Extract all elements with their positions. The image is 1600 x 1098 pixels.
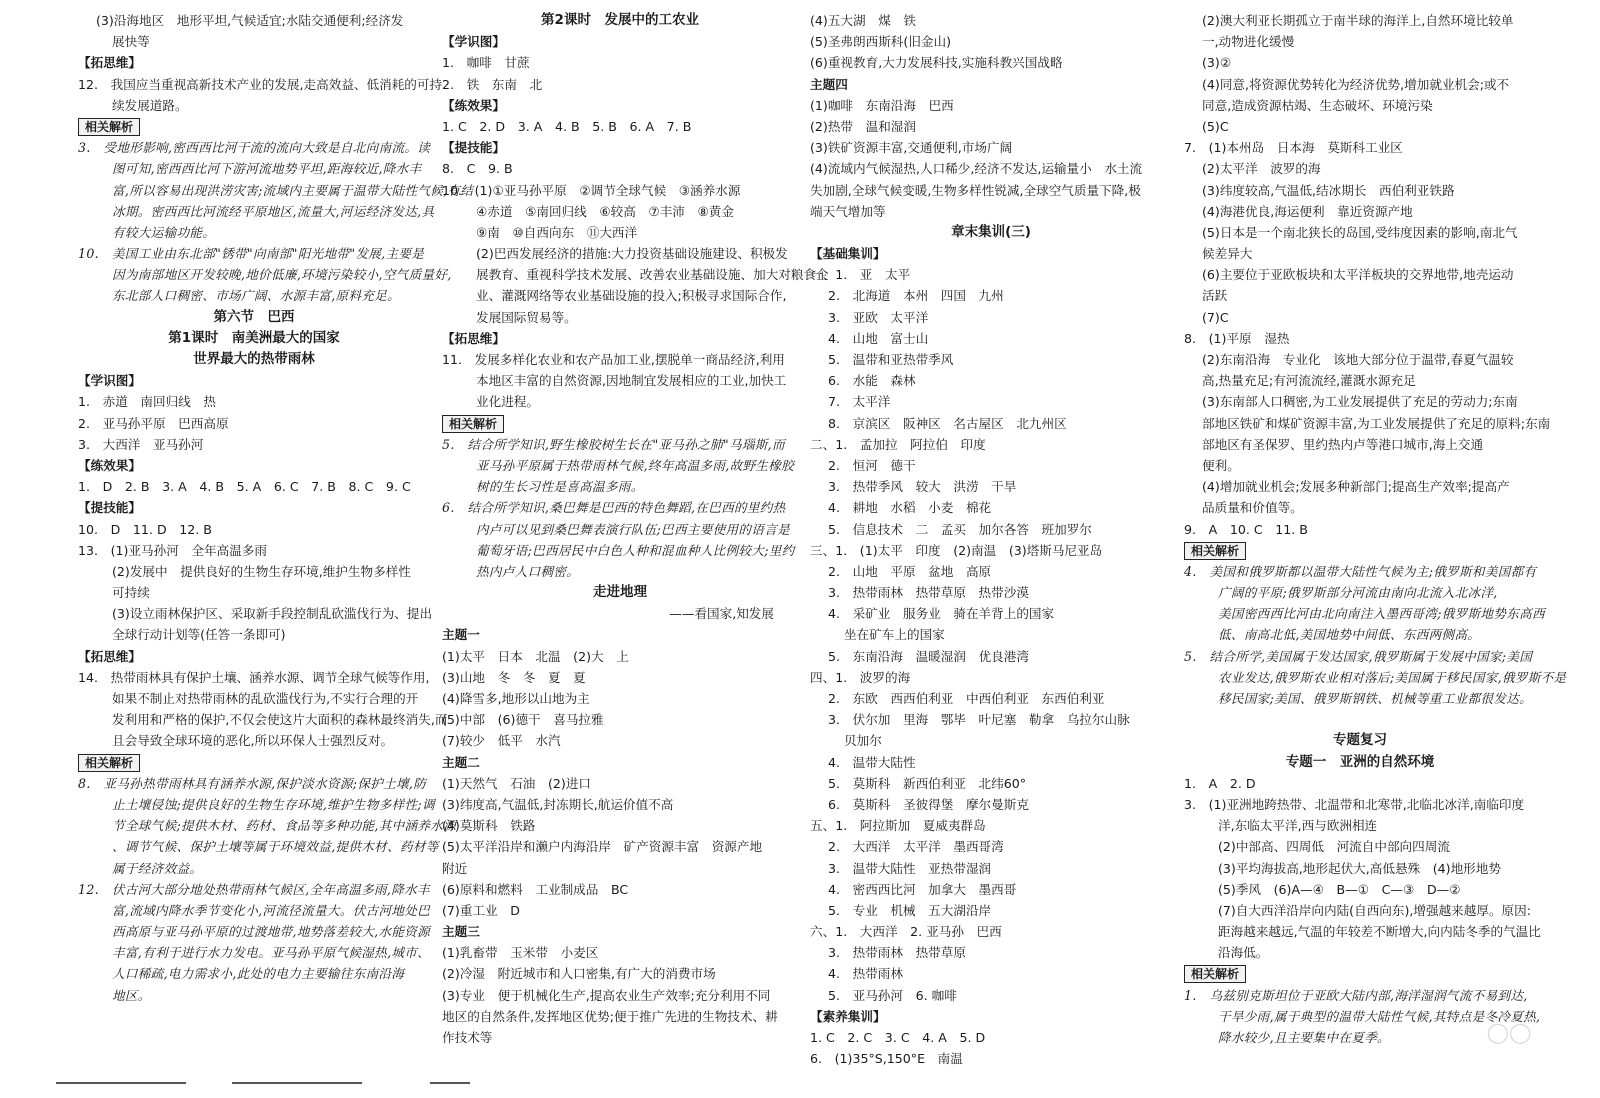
text-line: 2. 北海道 本州 四国 九州 bbox=[828, 288, 1004, 304]
section-tag: 【拓思维】 bbox=[442, 330, 505, 346]
analysis-line: 热内卢人口稠密。 bbox=[476, 563, 580, 579]
section-tag: 主题三 bbox=[442, 924, 480, 940]
text-line: 续发展道路。 bbox=[112, 97, 188, 113]
text-line: 1. D 2. B 3. A 4. B 5. A 6. C 7. B 8. C 9. C bbox=[78, 479, 411, 495]
text-line: 展快等 bbox=[112, 34, 150, 50]
text-line: (5)C bbox=[1202, 118, 1229, 134]
section-tag: 【练效果】 bbox=[78, 457, 141, 473]
text-line: (7)较少 低平 水汽 bbox=[442, 733, 561, 749]
section-heading: 第六节 巴西 bbox=[213, 308, 295, 325]
analysis-line: 葡萄牙语;巴西居民中白色人种和混血种人比例较大;里约 bbox=[476, 542, 795, 558]
analysis-line: 降水较少,且主要集中在夏季。 bbox=[1218, 1030, 1390, 1045]
related-analysis-label: 相关解析 bbox=[1184, 542, 1246, 560]
text-line: 2. 恒河 德干 bbox=[828, 457, 916, 473]
text-line: (3)专业 便于机械化生产,提高农业生产效率;充分利用不同 bbox=[442, 987, 771, 1003]
analysis-line: 广阔的平原;俄罗斯部分河流由南向北流入北冰洋, bbox=[1218, 585, 1498, 601]
text-line: (3)沿海地区 地形平坦,气候适宜;水陆交通便利;经济发 bbox=[96, 13, 404, 28]
text-line: 3. 伏尔加 里海 鄂毕 叶尼塞 勒拿 乌拉尔山脉 bbox=[828, 712, 1130, 728]
text-line: 5. 东南沿海 温暖湿润 优良港湾 bbox=[828, 648, 1029, 664]
text-line: 1. C 2. C 3. C 4. A 5. D bbox=[810, 1030, 986, 1045]
text-line: (4)降雪多,地形以山地为主 bbox=[442, 691, 590, 706]
text-line: (2)太平洋 波罗的海 bbox=[1202, 161, 1321, 177]
column-4 bbox=[1178, 10, 1567, 1098]
related-analysis-label: 相关解析 bbox=[442, 415, 504, 433]
text-line: 1. A 2. D bbox=[1184, 775, 1256, 791]
analysis-line: 节全球气候;提供木材、药材、食品等多种功能,其中涵养水源 bbox=[112, 818, 457, 834]
text-line: (6)主要位于亚欧板块和太平洋板块的交界地带,地壳运动 bbox=[1202, 267, 1514, 283]
text-line: 洋,东临太平洋,西与欧洲相连 bbox=[1218, 818, 1378, 834]
analysis-line: 农业发达,俄罗斯农业相对落后;美国属于移民国家,俄罗斯不是 bbox=[1218, 669, 1567, 685]
text-line: 展教育、重视科学技术发展、改善农业基础设施、加大对粮食企 bbox=[476, 267, 829, 283]
analysis-line: 东北部人口稠密、市场广阔、水源丰富,原料充足。 bbox=[112, 288, 400, 304]
text-line: 6. 水能 森林 bbox=[828, 373, 916, 389]
text-line: 可持续 bbox=[112, 585, 150, 601]
text-line: 10. D 11. D 12. B bbox=[78, 521, 212, 537]
analysis-line: 亚马孙平原属于热带雨林气候,终年高温多雨,故野生橡胶 bbox=[476, 457, 795, 473]
text-line: (1)天然气 石油 (2)进口 bbox=[442, 775, 592, 791]
section-tag: 主题二 bbox=[442, 754, 480, 770]
analysis-line: 干旱少雨,属于典型的温带大陆性气候,其特点是冬冷夏热, bbox=[1218, 1008, 1541, 1024]
section-tag: 【拓思维】 bbox=[78, 55, 141, 71]
text-line: 5. 温带和亚热带季风 bbox=[828, 352, 954, 367]
text-line: (5)日本是一个南北狭长的岛国,受纬度因素的影响,南北气 bbox=[1202, 224, 1518, 240]
analysis-line: 图可知,密西西比河下游河流地势平坦,距海较近,降水丰 bbox=[112, 161, 422, 177]
text-line: (5)季风 (6)A—④ B—① C—③ D—② bbox=[1218, 881, 1461, 897]
text-line: 6. (1)35°S,150°E 南温 bbox=[810, 1051, 963, 1067]
analysis-line: 因为南部地区开发较晚,地价低廉,环境污染较小,空气质量好, bbox=[112, 267, 452, 283]
text-line: 同意,造成资源枯竭、生态破坏、环境污染 bbox=[1202, 97, 1433, 113]
text-line: 六、1. 大西洋 2. 亚马孙 巴西 bbox=[810, 924, 1002, 940]
analysis-line: 止土壤侵蚀;提供良好的生物生存环境,维护生物多样性;调 bbox=[112, 796, 435, 812]
related-analysis-label: 相关解析 bbox=[78, 118, 140, 136]
text-line: 9. A 10. C 11. B bbox=[1184, 521, 1308, 537]
analysis-line: 富,所以容易出现洪涝灾害;流域内主要属于温带大陆性气候,有结 bbox=[112, 182, 474, 198]
text-line: ⑨南 ⑩自西向东 ⑪大西洋 bbox=[476, 224, 638, 240]
text-line: 2. 亚马孙平原 巴西高原 bbox=[78, 415, 229, 431]
text-line: 部地区铁矿和煤矿资源丰富,为工业发展提供了充足的原料;东南 bbox=[1202, 415, 1551, 431]
text-line: 品质量和价值等。 bbox=[1202, 500, 1303, 516]
footer-rule bbox=[232, 1082, 362, 1084]
text-line: (5)太平洋沿岸和濑户内海沿岸 矿产资源丰富 资源产地 bbox=[442, 839, 763, 855]
text-line: (4)同意,将资源优势转化为经济优势,增加就业机会;或不 bbox=[1202, 76, 1510, 92]
text-line: 2. 东欧 西西伯利亚 中西伯利亚 东西伯利亚 bbox=[828, 691, 1105, 706]
text-line: 2. 铁 东南 北 bbox=[442, 76, 543, 92]
analysis-line: 移民国家;美国、俄罗斯钢铁、机械等重工业都很发达。 bbox=[1218, 691, 1532, 706]
section-heading: 第2课时 发展中的工农业 bbox=[541, 12, 699, 28]
text-line: 7. (1)本州岛 日本海 莫斯科工业区 bbox=[1184, 140, 1403, 156]
text-line: 5. 信息技术 二 孟买 加尔各答 班加罗尔 bbox=[828, 521, 1092, 537]
text-line: 8. 京滨区 阪神区 名古屋区 北九州区 bbox=[828, 415, 1067, 431]
text-line: 便利。 bbox=[1202, 457, 1240, 473]
text-line: 13. (1)亚马孙河 全年高温多雨 bbox=[78, 542, 267, 558]
text-line: (4)流域内气候湿热,人口稀少,经济不发达,运输量小 水土流 bbox=[810, 161, 1143, 177]
text-line: 失加剧,全球气候变暖,生物多样性锐减,全球空气质量下降,极 bbox=[810, 182, 1141, 198]
text-line: (1)太平 日本 北温 (2)大 上 bbox=[442, 648, 629, 664]
analysis-line: 5. 结合所学知识,野生橡胶树生长在"亚马孙之肺"马瑙斯,而 bbox=[442, 436, 785, 452]
text-line: (4)增加就业机会;发展多种新部门;提高生产效率;提高产 bbox=[1202, 479, 1510, 495]
text-line: 4. 山地 富士山 bbox=[828, 330, 929, 346]
analysis-line: 属于经济效益。 bbox=[112, 860, 203, 876]
text-line: 7. 太平洋 bbox=[828, 394, 891, 410]
column-3 bbox=[804, 10, 1178, 1098]
text-line: 发利用和严格的保护,不仅会使这片大面积的森林最终消失,而 bbox=[112, 712, 448, 728]
text-line: (3)② bbox=[1202, 55, 1232, 71]
section-tag bbox=[78, 752, 430, 773]
text-line: 四、1. 波罗的海 bbox=[810, 669, 911, 685]
text-line: (3)设立雨林保护区、采取新手段控制乱砍滥伐行为、提出 bbox=[112, 606, 433, 622]
text-line: 4. 密西西比河 加拿大 墨西哥 bbox=[828, 881, 1017, 897]
text-line: 3. 大西洋 亚马孙河 bbox=[78, 436, 204, 452]
text-line: 附近 bbox=[442, 860, 468, 876]
analysis-line: 8. 亚马孙热带雨林具有涵养水源,保护淡水资源;保护土壤,防 bbox=[78, 775, 427, 791]
text-line: 3. 亚欧 太平洋 bbox=[828, 309, 929, 325]
analysis-line: 富,流域内降水季节变化小,河流径流量大。伏古河地处巴 bbox=[112, 902, 431, 918]
text-line: 二、1. 孟加拉 阿拉伯 印度 bbox=[810, 436, 986, 452]
section-heading: 专题一 亚洲的自然环境 bbox=[1285, 753, 1435, 770]
analysis-line: 西高原与亚马孙平原的过渡地带,地势落差较大,水能资源 bbox=[112, 924, 431, 940]
text-line: (2)巴西发展经济的措施:大力投资基础设施建设、积极发 bbox=[476, 246, 788, 262]
analysis-line: 丰富,有利于进行水力发电。亚马孙平原气候湿热,城市、 bbox=[112, 945, 431, 961]
section-tag: 【提技能】 bbox=[442, 140, 505, 156]
text-line: (2)发展中 提供良好的生物生存环境,维护生物多样性 bbox=[112, 563, 411, 579]
text-line: 五、1. 阿拉斯加 夏威夷群岛 bbox=[810, 818, 986, 834]
text-line: 地区的自然条件,发挥地区优势;便于推广先进的生物技术、耕 bbox=[442, 1008, 778, 1024]
analysis-line: 10. 美国工业由东北部"锈带"向南部"阳光地带"发展,主要是 bbox=[78, 246, 425, 262]
text-line: 业、灌溉网络等农业基础设施的投入;积极寻求国际合作, bbox=[476, 288, 787, 304]
related-analysis-label: 相关解析 bbox=[78, 754, 140, 772]
text-line: 12. 我国应当重视高新技术产业的发展,走高效益、低消耗的可持 bbox=[78, 76, 443, 92]
text-line: 活跃 bbox=[1202, 288, 1228, 304]
text-line: (1)咖啡 东南沿海 巴西 bbox=[810, 97, 954, 113]
analysis-line: 4. 美国和俄罗斯都以温带大陆性气候为主;俄罗斯和美国都有 bbox=[1184, 563, 1537, 579]
text-line: (7)自大西洋沿岸向内陆(自西向东),增强越来越厚。原因: bbox=[1218, 902, 1531, 918]
text-line: 一,动物进化缓慢 bbox=[1202, 34, 1295, 50]
text-line: (7)重工业 D bbox=[442, 902, 520, 918]
text-line: 端天气增加等 bbox=[810, 203, 886, 219]
analysis-line: 低、南高北低,美国地势中间低、东西两侧高。 bbox=[1218, 627, 1481, 643]
text-line: 距海越来越远,气温的年较差不断增大,向内陆冬季的气温比 bbox=[1218, 924, 1541, 940]
section-tag: 【拓思维】 bbox=[78, 648, 141, 664]
analysis-line: 1. 乌兹别克斯坦位于亚欧大陆内部,海洋湿润气流不易到达, bbox=[1184, 987, 1528, 1003]
text-line: 3. (1)亚洲地跨热带、北温带和北寒带,北临北冰洋,南临印度 bbox=[1184, 796, 1525, 812]
text-line: (5)圣弗朗西斯科(旧金山) bbox=[810, 34, 952, 50]
section-tag bbox=[442, 413, 798, 434]
related-analysis-label: 相关解析 bbox=[1184, 965, 1246, 983]
section-heading: 世界最大的热带雨林 bbox=[193, 351, 315, 367]
text-line: (2)中部高、四周低 河流自中部向四周流 bbox=[1218, 839, 1450, 855]
text-line: 1. C 2. D 3. A 4. B 5. B 6. A 7. B bbox=[442, 118, 692, 134]
text-line: (7)C bbox=[1202, 309, 1229, 325]
text-line: 业化进程。 bbox=[476, 394, 539, 410]
text-line: (1)乳畜带 玉米带 小麦区 bbox=[442, 945, 599, 961]
text-line: (3)平均海拔高,地形起伏大,高低悬殊 (4)地形地势 bbox=[1218, 860, 1501, 876]
text-line: (4)莫斯科 铁路 bbox=[442, 818, 536, 834]
text-line: 发展国际贸易等。 bbox=[476, 309, 577, 325]
text-line: (6)原料和燃料 工业制成品 BC bbox=[442, 881, 629, 897]
text-line: 3. 热带雨林 热带草原 热带沙漠 bbox=[828, 585, 1029, 601]
text-line: 1. 咖啡 甘蔗 bbox=[442, 55, 530, 71]
text-line: 本地区丰富的自然资源,因地制宜发展相应的工业,加快工 bbox=[476, 373, 787, 389]
analysis-line: 地区。 bbox=[112, 987, 151, 1003]
section-tag: 【练效果】 bbox=[442, 97, 505, 113]
text-line: (3)纬度较高,气温低,结冰期长 西伯利亚铁路 bbox=[1202, 182, 1455, 198]
section-tag: 【学识图】 bbox=[442, 34, 505, 50]
analysis-line: 12. 伏古河大部分地处热带雨林气候区,全年高温多雨,降水丰 bbox=[78, 881, 430, 897]
analysis-line: 内卢可以见到桑巴舞表演行队伍;巴西主要使用的语言是 bbox=[476, 521, 790, 537]
text-line: 6. 莫斯科 圣彼得堡 摩尔曼斯克 bbox=[828, 796, 1029, 812]
text-line: 11. 发展多样化农业和农产品加工业,摆脱单一商品经济,利用 bbox=[442, 352, 785, 367]
analysis-line: 冰期。密西西比河流经平原地区,流量大,河运经济发达,具 bbox=[112, 203, 435, 219]
text-line: (4)海港优良,海运便利 靠近资源产地 bbox=[1202, 203, 1413, 219]
text-line: ——看国家,知发展 bbox=[669, 606, 774, 622]
text-line: 作技术等 bbox=[442, 1030, 493, 1045]
watermark-logo: ◯◯ bbox=[1486, 1020, 1532, 1044]
text-line: 部地区有圣保罗、里约热内卢等港口城市,海上交通 bbox=[1202, 436, 1484, 452]
section-heading: 第1课时 南美洲最大的国家 bbox=[168, 329, 340, 346]
footer-rule bbox=[56, 1082, 186, 1084]
text-line: 4. 耕地 水稻 小麦 棉花 bbox=[828, 500, 992, 516]
analysis-line: 树的生长习性是喜高温多雨。 bbox=[476, 479, 644, 495]
text-line: 5. 专业 机械 五大湖沿岸 bbox=[828, 902, 992, 918]
text-line: (4)五大湖 煤 铁 bbox=[810, 13, 916, 28]
text-line: 全球行动计划等(任答一条即可) bbox=[112, 627, 286, 643]
text-line: 10. (1)①亚马孙平原 ②调节全球气候 ③涵养水源 bbox=[442, 182, 741, 198]
text-line: (2)热带 温和湿润 bbox=[810, 118, 916, 134]
text-line: (3)山地 冬 冬 夏 夏 bbox=[442, 669, 586, 685]
text-line: (6)重视教育,大力发展科技,实施科教兴国战略 bbox=[810, 55, 1063, 71]
text-line bbox=[1184, 709, 1536, 730]
text-line: 8. (1)平原 湿热 bbox=[1184, 330, 1290, 346]
analysis-line: 3. 受地形影响,密西西比河干流的流向大致是自北向南流。读 bbox=[78, 140, 431, 156]
section-heading: 章末集训(三) bbox=[951, 223, 1031, 240]
text-line: 4. 采矿业 服务业 骑在羊背上的国家 bbox=[828, 606, 1055, 622]
text-line: (2)东南沿海 专业化 该地大部分位于温带,春夏气温较 bbox=[1202, 352, 1514, 367]
text-line: (3)纬度高,气温低,封冻期长,航运价值不高 bbox=[442, 796, 674, 812]
section-tag: 主题一 bbox=[442, 627, 480, 643]
text-line: (2)冷湿 附近城市和人口密集,有广大的消费市场 bbox=[442, 966, 716, 982]
section-tag: 【素养集训】 bbox=[810, 1008, 886, 1024]
text-line: 如果不制止对热带雨林的乱砍滥伐行为,不实行合理的开 bbox=[112, 691, 419, 706]
text-line: 三、1. (1)太平 印度 (2)南温 (3)塔斯马尼亚岛 bbox=[810, 542, 1103, 558]
text-line: 14. 热带雨林具有保护土壤、涵养水源、调节全球气候等作用, bbox=[78, 669, 430, 685]
text-line: 5. 亚马孙河 6. 咖啡 bbox=[828, 987, 957, 1003]
section-heading: 专题复习 bbox=[1333, 732, 1387, 749]
section-tag: 【基础集训】 bbox=[810, 246, 886, 262]
text-line: 一、1. 亚 太平 bbox=[810, 267, 911, 283]
text-line: (2)澳大利亚长期孤立于南半球的海洋上,自然环境比较单 bbox=[1202, 13, 1514, 28]
footer-rule bbox=[430, 1082, 470, 1084]
section-tag: 【学识图】 bbox=[78, 373, 141, 389]
text-line: 5. 莫斯科 新西伯利亚 北纬60° bbox=[828, 775, 1027, 791]
section-heading: 走进地理 bbox=[593, 584, 647, 601]
section-tag: 【提技能】 bbox=[78, 500, 141, 516]
text-line: 8. C 9. B bbox=[442, 161, 513, 177]
text-line: 2. 山地 平原 盆地 高原 bbox=[828, 563, 992, 579]
analysis-line: 5. 结合所学,美国属于发达国家,俄罗斯属于发展中国家;美国 bbox=[1184, 648, 1533, 664]
text-line: 贝加尔 bbox=[844, 733, 882, 749]
text-line: 且会导致全球环境的恶化,所以环保人士强烈反对。 bbox=[112, 733, 394, 749]
analysis-line: 、调节气候、保护土壤等属于环境效益,提供木材、药材等 bbox=[112, 839, 439, 855]
text-line: (3)东南部人口稠密,为工业发展提供了充足的劳动力;东南 bbox=[1202, 394, 1518, 410]
analysis-line: 美国密西西比河由北向南注入墨西哥湾;俄罗斯地势东高西 bbox=[1218, 606, 1545, 622]
text-line: 候差异大 bbox=[1202, 246, 1253, 262]
text-line: 3. 热带季风 较大 洪涝 干旱 bbox=[828, 479, 1017, 495]
text-line: 3. 温带大陆性 亚热带湿润 bbox=[828, 860, 992, 876]
section-tag bbox=[78, 116, 430, 137]
text-line: 1. 赤道 南回归线 热 bbox=[78, 394, 216, 410]
analysis-line: 有较大运输功能。 bbox=[112, 224, 216, 240]
text-line: 2. 大西洋 太平洋 墨西哥湾 bbox=[828, 839, 1004, 855]
text-line: 坐在矿车上的国家 bbox=[844, 627, 945, 643]
analysis-line: 人口稀疏,电力需求小,此处的电力主要输往东南沿海 bbox=[112, 966, 405, 982]
text-line: 4. 热带雨林 bbox=[828, 966, 903, 982]
analysis-line: 6. 结合所学知识,桑巴舞是巴西的特色舞蹈,在巴西的里约热 bbox=[442, 500, 786, 516]
section-tag: 主题四 bbox=[810, 76, 848, 92]
text-line: (5)中部 (6)德干 喜马拉雅 bbox=[442, 712, 604, 728]
section-tag bbox=[1184, 963, 1536, 984]
text-line: 4. 温带大陆性 bbox=[828, 754, 916, 770]
text-line: ④赤道 ⑤南回归线 ⑥较高 ⑦丰沛 ⑧黄金 bbox=[476, 203, 734, 219]
text-line: (3)铁矿资源丰富,交通便利,市场广阔 bbox=[810, 140, 1013, 156]
text-line: 沿海低。 bbox=[1218, 945, 1269, 961]
section-tag bbox=[1184, 540, 1536, 561]
text-line: 3. 热带雨林 热带草原 bbox=[828, 945, 966, 961]
text-line: 高,热量充足;有河流流经,灌溉水源充足 bbox=[1202, 373, 1416, 389]
